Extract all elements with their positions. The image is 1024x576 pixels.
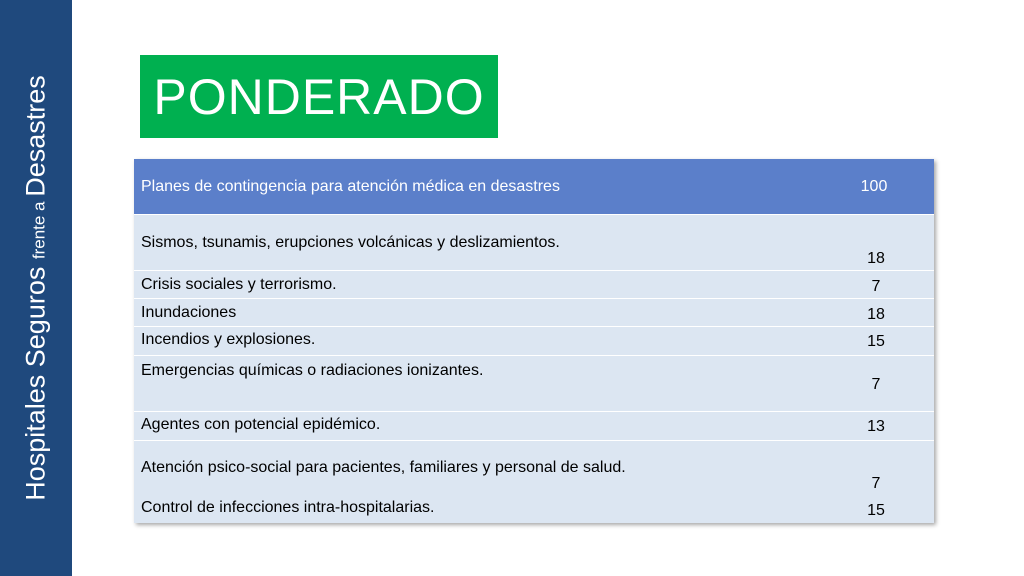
- weighting-table: [134, 159, 934, 523]
- table-header-label: Planes de contingencia para atención médica en desastres: [141, 177, 560, 195]
- row-value: 7: [871, 278, 881, 295]
- sidebar-title: [20, 75, 51, 501]
- row-label: Inundaciones: [141, 304, 237, 321]
- table-row: [134, 270, 934, 298]
- title-box: [140, 55, 498, 138]
- row-value: 7: [871, 376, 881, 393]
- row-value: 18: [867, 250, 885, 267]
- page-title: PONDERADO: [153, 68, 485, 125]
- row-label: Agentes con potencial epidémico.: [141, 416, 381, 433]
- table-row: [134, 326, 934, 355]
- table-row: [134, 355, 934, 411]
- table-header: [134, 159, 934, 214]
- row-label: Emergencias químicas o radiaciones ionizantes.: [141, 362, 484, 379]
- row-value: 18: [867, 306, 885, 323]
- row-label: Crisis sociales y terrorismo.: [141, 276, 337, 293]
- row-label: Incendios y explosiones.: [141, 331, 316, 348]
- sidebar-title-part1: Hospitales Seguros: [20, 259, 51, 501]
- row-label: Sismos, tsunamis, erupciones volcánicas y deslizamientos.: [141, 234, 560, 251]
- sidebar-band: [0, 0, 72, 576]
- row-value: 15: [867, 502, 885, 519]
- table-row: [134, 440, 934, 523]
- sidebar-title-part3: Desastres: [20, 75, 51, 197]
- row-label: Atención psico-social para pacientes, familiares y personal de salud.: [141, 459, 626, 476]
- table-header-value: 100: [860, 177, 888, 195]
- row-value: 13: [867, 418, 885, 435]
- table-row: [134, 411, 934, 440]
- row-label: Control de infecciones intra-hospitalarias.: [141, 499, 435, 516]
- sidebar-title-part2: frente a: [29, 196, 49, 260]
- table-row: [134, 298, 934, 326]
- row-value: 15: [867, 333, 885, 350]
- row-value: 7: [871, 475, 881, 492]
- table-row: [134, 214, 934, 270]
